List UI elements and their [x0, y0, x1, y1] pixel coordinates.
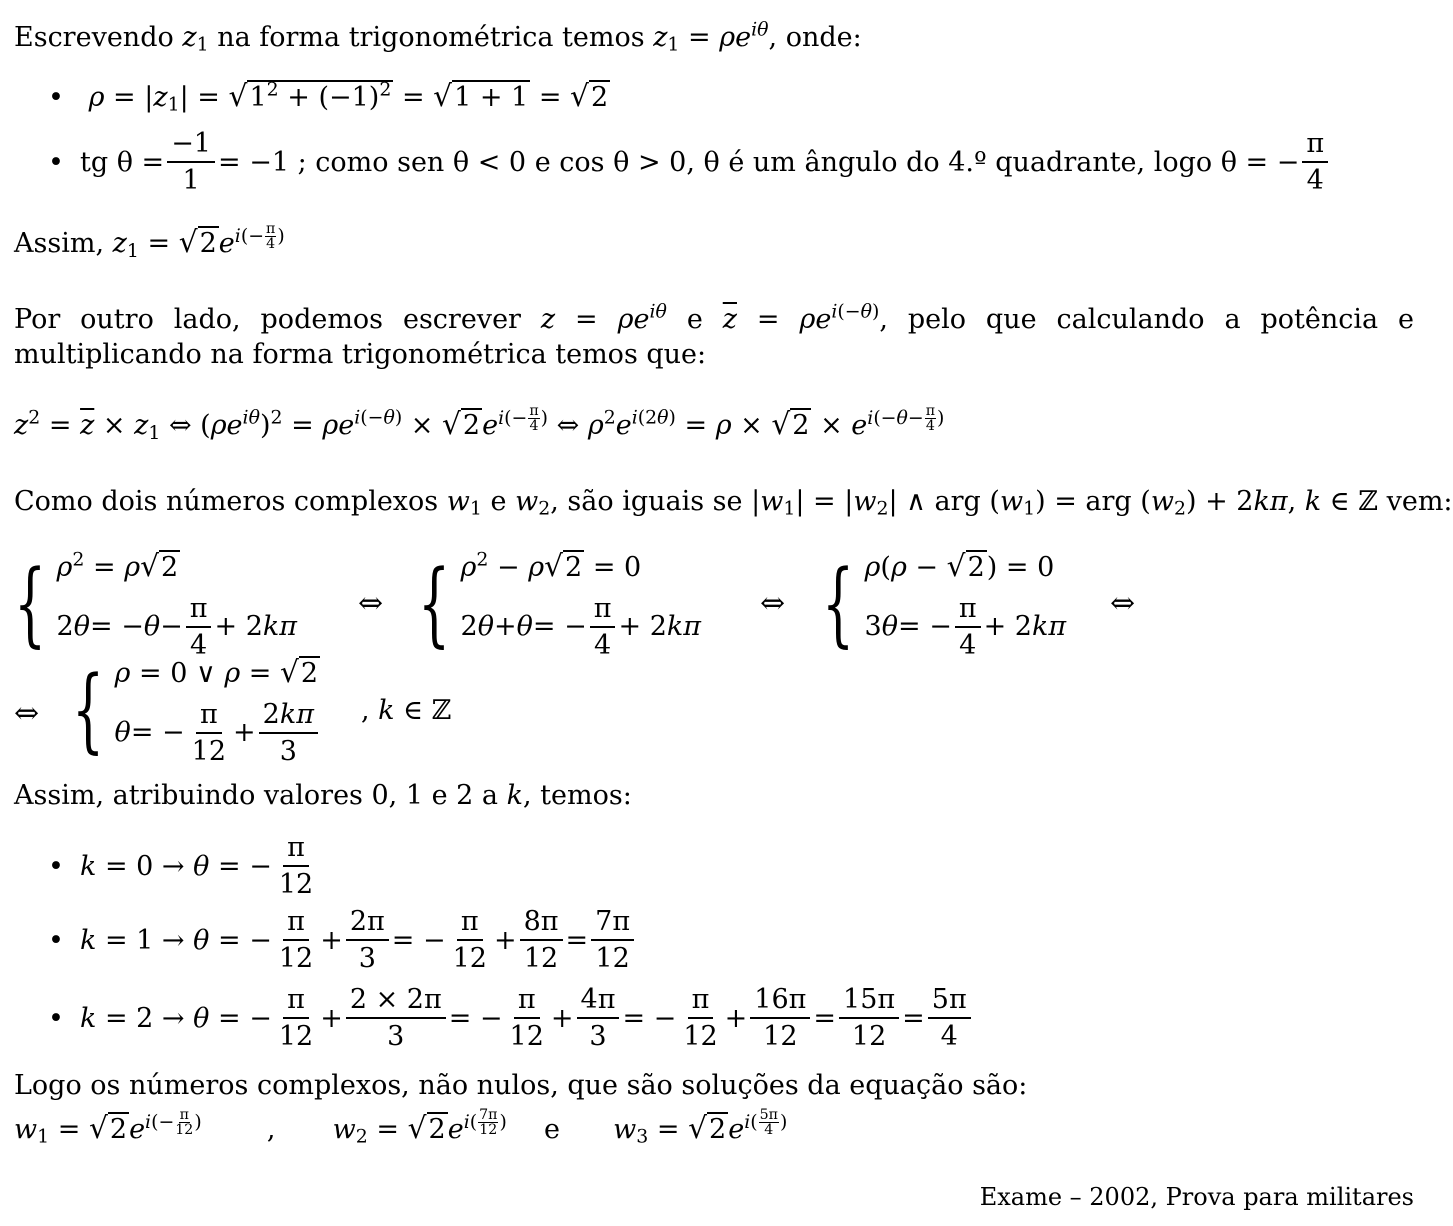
logo-text: Logo os números complexos, não nulos, que são soluções da equação são: — [14, 1070, 1028, 1101]
system-2: { $\rho^2 - \rho√2 = 0$ 2 θ + θ = − $\frac{\pi}{4}$ + 2 kπ — [418, 548, 701, 661]
bullet-k1: • k = 1 → θ = − $\frac{\pi}{12}$ + $\frac{2\pi}{3}$ = − $\frac{\pi}{12}$ + $\frac{8\pi}{12}$ = $\frac{7\pi}{12}$ — [48, 906, 637, 974]
solution-w2: $w_2 = √2e^{i( \frac{7\pi}{12} )}$ — [332, 1107, 507, 1148]
bullet-icon: • — [48, 82, 64, 113]
assim-atribuindo: Assim, atribuindo valores 0, 1 e 2 a k, temos: — [14, 780, 632, 811]
theta-fraction: $\frac{\pi}{4}$ — [1302, 128, 1328, 196]
system-4: { ρ = 0 ∨ ρ = √2 θ = − $\frac{\pi}{12}$ + $\frac{2k\pi}{3}$ , k ∈ ℤ — [72, 655, 452, 767]
iff-symbol: ⇔ — [760, 586, 786, 621]
outro-text-a: Por outro lado, podemos escrever — [14, 304, 521, 335]
solutions-line — [14, 1108, 1414, 1149]
assim2-tail: , temos: — [522, 780, 632, 811]
bullet-rho: • $\rho = |z_1| = √1^2 + (-1)^2 = √1 + 1 = √2$ — [48, 78, 609, 116]
logo-line — [14, 1068, 1414, 1103]
outro-text-b: e — [686, 304, 703, 335]
bullet-icon: • — [48, 146, 64, 178]
como-text-b: , são iguais se — [550, 486, 743, 517]
bullet-icon: • — [48, 924, 64, 956]
bullet-icon: • — [48, 1002, 64, 1034]
equation-z-squared: $z^2 = \overline{z} \times z_1$ ⇔ $(\rho e^{i\theta})^2 = \rho e^{i(-\theta)} \times √2e^{i(- \frac{\pi}{4} )}$ ⇔ $\rho^2e^{i(2\theta)} = \rho \times √2 \times e^{i(-\theta- \frac{\pi}{4} )}$ — [14, 403, 945, 444]
source-credit: Exame – 2002, Prova para militares — [979, 1183, 1414, 1211]
iff-symbol: ⇔ — [14, 696, 40, 731]
como-text-c: vem: — [1386, 486, 1453, 517]
solutions-comma: , — [266, 1114, 276, 1146]
como-and: e — [490, 486, 507, 517]
tg-rest-a: = −1 ; como sen θ < 0 — [218, 146, 527, 178]
solution-w3: $w_3 = √2e^{i( \frac{5\pi}{4} )}$ — [613, 1107, 788, 1148]
assim2-text: Assim, atribuindo valores 0, 1 e 2 a — [14, 780, 499, 811]
tg-rest-b: e — [534, 146, 551, 178]
bullet-k2: • k = 2 → θ = − $\frac{\pi}{12}$ + $\frac{2 \times 2\pi}{3}$ = − $\frac{\pi}{12}$ + $\frac{4\pi}{3}$ = − $\frac{\pi}{12}$ + $\frac{16\pi}{12}$ = $\frac{15\pi}{12}$ = $\frac{5\pi}{4}$ — [48, 984, 974, 1052]
assim-z1: Assim, $z_1 = √2e^{i(- \frac{\pi}{4} )}$ — [14, 221, 285, 262]
bullet-tg — [48, 128, 1331, 196]
tg-label: tg θ = — [80, 146, 165, 178]
outro-paragraph: Por outro lado, podemos escrever $z = \rho e^{i\theta}$ e $\overline{z} = \rho e^{i(-\theta)}$, pelo que calculando a potência e multiplicando na forma trigonométrica temos que: — [14, 300, 1414, 371]
iff-symbol: ⇔ — [1110, 586, 1136, 621]
system-1: { $\rho^2 = \rho√2$ 2 θ = − θ − $\frac{\pi}{4}$ + 2 kπ — [14, 548, 297, 661]
como-text-a: Como dois números complexos — [14, 486, 439, 517]
iff-symbol: ⇔ — [358, 586, 384, 621]
bullet-icon: • — [48, 850, 64, 882]
intro-lead: Escrevendo — [14, 22, 174, 53]
solutions-and: e — [544, 1114, 560, 1146]
system-3: { ρ(ρ − √2) = 0 3 θ = − $\frac{\pi}{4}$ + 2 kπ — [822, 549, 1067, 661]
solution-w1: $w_1 = √2e^{i(- \frac{\pi}{12} )}$ — [14, 1107, 202, 1148]
tg-rest-c: cos θ > 0, θ é um ângulo do 4.º quadrante, logo θ = − — [559, 146, 1300, 178]
intro-mid: na forma trigonométrica temos — [217, 22, 645, 53]
tg-fraction: $\frac{-1}{1}$ — [167, 128, 215, 196]
como-line: Como dois números complexos $w_1$ e $w_2$, são iguais se $|w_1| = |w_2|$ ∧ arg $(w_1)$ = arg $(w_2) + 2k\pi$, k ∈ ℤ vem: — [14, 486, 1453, 520]
assim1-text: Assim, — [14, 228, 105, 260]
bullet-k0: • k = 0 → θ = − $\frac{\pi}{12}$ — [48, 832, 314, 901]
intro-tail: , onde: — [768, 22, 862, 53]
outro-text-c: , pelo que calculando a potência e multiplicando na forma trigonométrica temos que: — [14, 304, 1414, 371]
intro-line: Escrevendo $z_1$ na forma trigonométrica temos $z_1 = \rho e^{i\theta}$, onde: — [14, 18, 862, 56]
